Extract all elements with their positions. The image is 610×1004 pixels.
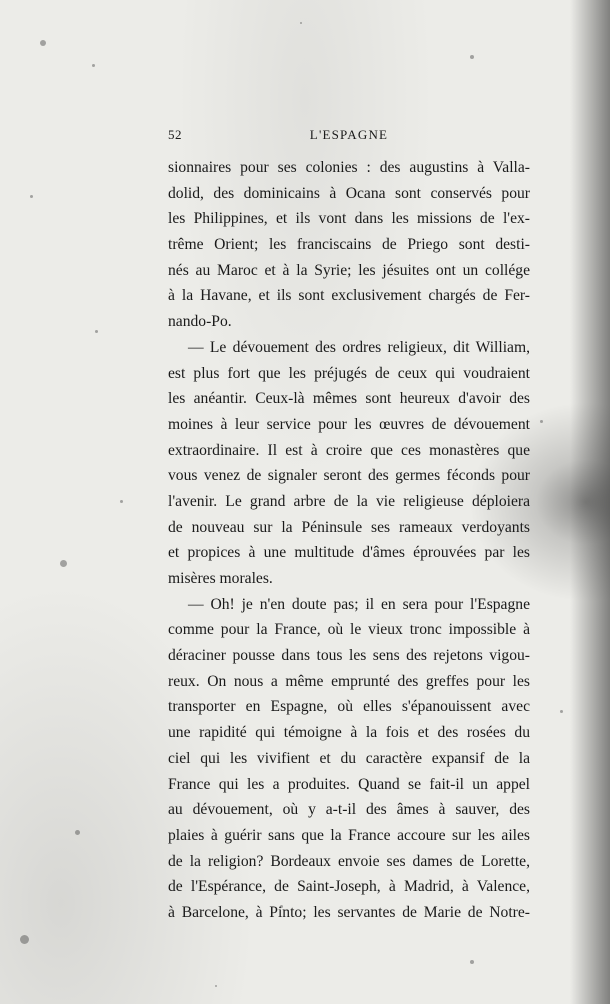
paper-speck	[300, 22, 302, 24]
running-title: L'ESPAGNE	[309, 127, 389, 142]
paper-speck	[20, 935, 29, 944]
text-line: de nouveau sur la Péninsule ses rameaux verdoyants	[168, 518, 530, 536]
paper-speck	[75, 830, 80, 835]
paper-speck	[540, 420, 543, 423]
binding-shadow	[570, 0, 610, 1004]
paper-speck	[40, 40, 46, 46]
text-line: est plus fort que les préjugés de ceux qui voudraient	[168, 364, 530, 382]
text-line: reux. On nous a même emprunté des greffes pour les	[168, 672, 530, 690]
text-line: — Oh! je n'en doute pas; il en sera pour l'Espagne	[188, 595, 530, 613]
text-line: transporter en Espagne, où elles s'épanouissent avec	[168, 698, 530, 716]
text-line: moines à leur service pour les œuvres de dévouement	[168, 415, 530, 433]
paper-speck	[120, 500, 123, 503]
text-line: vous venez de signaler seront des germes féconds pour	[168, 467, 530, 485]
page-header	[168, 127, 530, 147]
paper-speck	[470, 55, 474, 59]
paper-speck	[95, 330, 98, 333]
text-line: au dévouement, où y a-t-il des âmes à sauver, des	[168, 801, 530, 819]
text-line: l'avenir. Le grand arbre de la vie religieuse déploiera	[168, 492, 530, 510]
paper-speck	[92, 64, 95, 67]
text-line: à la Havane, et ils sont exclusivement chargés de Fer-	[168, 287, 530, 305]
paper-speck	[30, 195, 33, 198]
text-line: de l'Espérance, de Saint-Joseph, à Madrid, à Valence,	[168, 878, 530, 896]
text-line: déraciner pousse dans tous les sens des rejetons vigou-	[168, 647, 530, 665]
text-line: misères morales.	[168, 570, 273, 587]
text-line: extraordinaire. Il est à croire que ces monastères que	[168, 441, 530, 459]
text-line: une rapidité qui témoigne à la fois et des rosées du	[168, 724, 530, 742]
page-number: 52	[168, 127, 182, 142]
text-line: les anéantir. Ceux-là mêmes sont heureux d'avoir des	[168, 390, 530, 408]
text-line: dolid, des dominicains à Ocana sont conservés pour	[168, 184, 530, 202]
text-line: France qui les a produites. Quand se fait-il un appel	[168, 775, 530, 793]
text-line: plaies à guérir sans que la France accoure sur les ailes	[168, 826, 530, 844]
paper-speck	[560, 710, 563, 713]
paper-speck	[470, 960, 474, 964]
paper-speck	[215, 985, 217, 987]
text-line: à Barcelone, à Pinto; les servantes de Marie de Notre-	[168, 903, 530, 921]
text-line: et propices à une multitude d'âmes éprouvées par les	[168, 544, 530, 562]
text-line: nés au Maroc et à la Syrie; les jésuites ont un collége	[168, 261, 530, 279]
body-text	[168, 155, 530, 926]
text-line: trême Orient; les franciscains de Priego sont desti-	[168, 236, 530, 254]
text-line: — Le dévouement des ordres religieux, dit William,	[188, 338, 530, 356]
text-line: sionnaires pour ses colonies : des augustins à Valla-	[168, 159, 530, 176]
text-line: ciel qui les vivifient et du caractère expansif de la	[168, 749, 530, 767]
text-line: comme pour la France, où le vieux tronc impossible à	[168, 621, 530, 639]
text-line: nando-Po.	[168, 313, 232, 331]
text-line: les Philippines, et ils vont dans les missions de l'ex-	[168, 210, 530, 228]
paper-speck	[60, 560, 67, 567]
text-line: de la religion? Bordeaux envoie ses dames de Lorette,	[168, 852, 530, 870]
